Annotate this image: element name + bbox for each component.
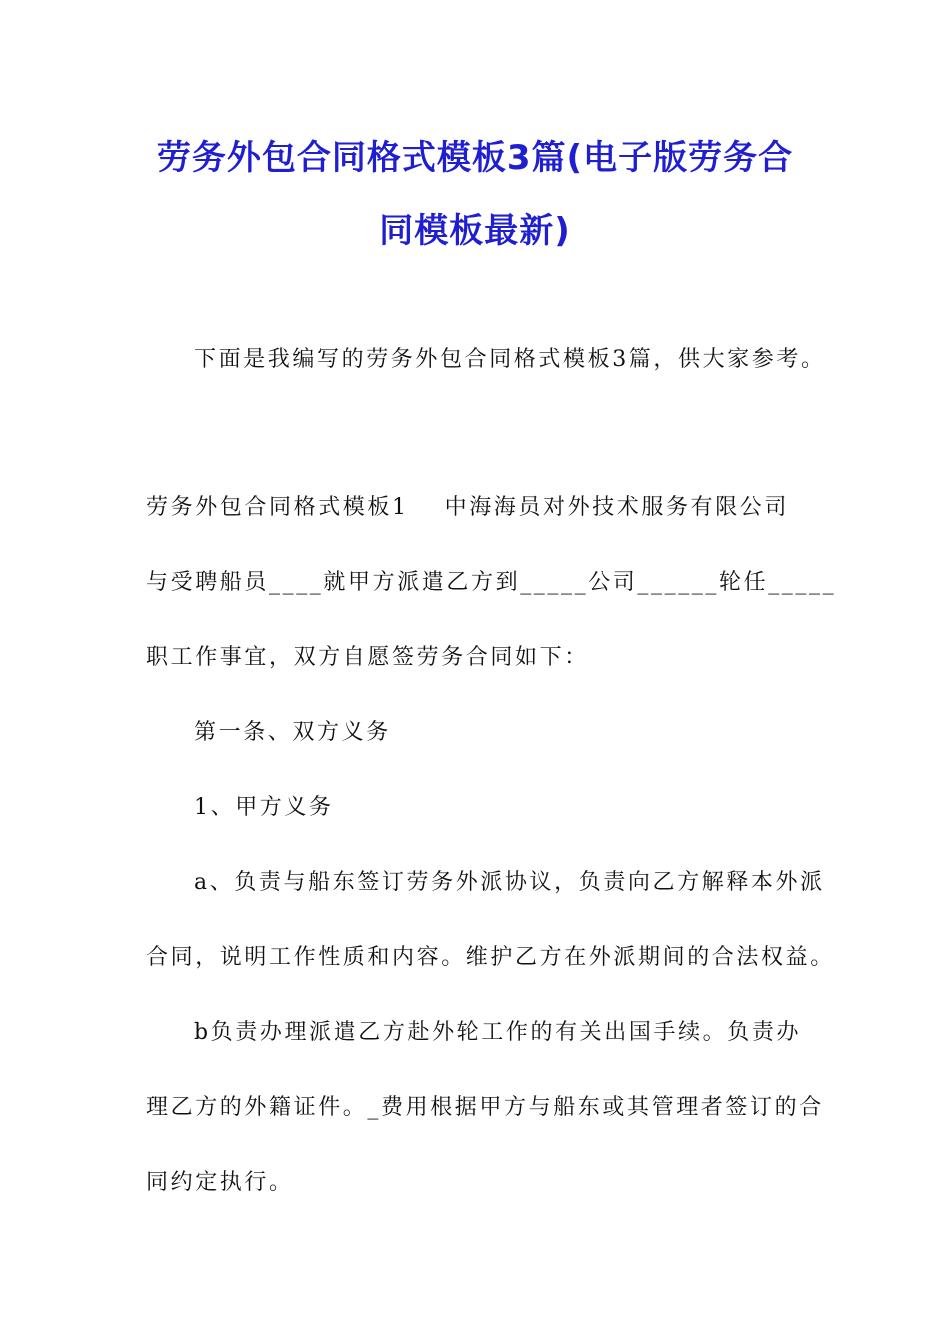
document-title-line-2: 同模板最新) <box>379 211 571 251</box>
section-heading: 劳务外包合同格式模板1 <box>146 495 409 520</box>
paragraph-line: 同约定执行。 <box>146 1170 294 1195</box>
paragraph-line: 合同，说明工作性质和内容。维护乙方在外派期间的合法权益。 <box>146 945 835 970</box>
paragraph-line: a、负责与船东签订劳务外派协议，负责向乙方解释本外派 <box>194 870 825 895</box>
paragraph-line: 理乙方的外籍证件。_费用根据甲方与船东或其管理者签订的合 <box>146 1095 824 1120</box>
article-heading: 第一条、双方义务 <box>194 720 391 745</box>
paragraph-line: 职工作事宜，双方自愿签劳务合同如下： <box>146 645 589 670</box>
document-title-line-1: 劳务外包合同格式模板3篇(电子版劳务合 <box>156 138 794 178</box>
intro-paragraph: 下面是我编写的劳务外包合同格式模板3篇，供大家参考。 <box>194 347 826 372</box>
contract-party-text: 中海海员对外技术服务有限公司 <box>444 495 790 520</box>
paragraph-line: 与受聘船员____就甲方派遣乙方到_____公司______轮任_____ <box>146 570 837 595</box>
section-heading-line <box>146 493 789 523</box>
paragraph-line: b负责办理派遣乙方赴外轮工作的有关出国手续。负责办 <box>194 1020 802 1045</box>
clause-heading: 1、甲方义务 <box>194 795 334 820</box>
